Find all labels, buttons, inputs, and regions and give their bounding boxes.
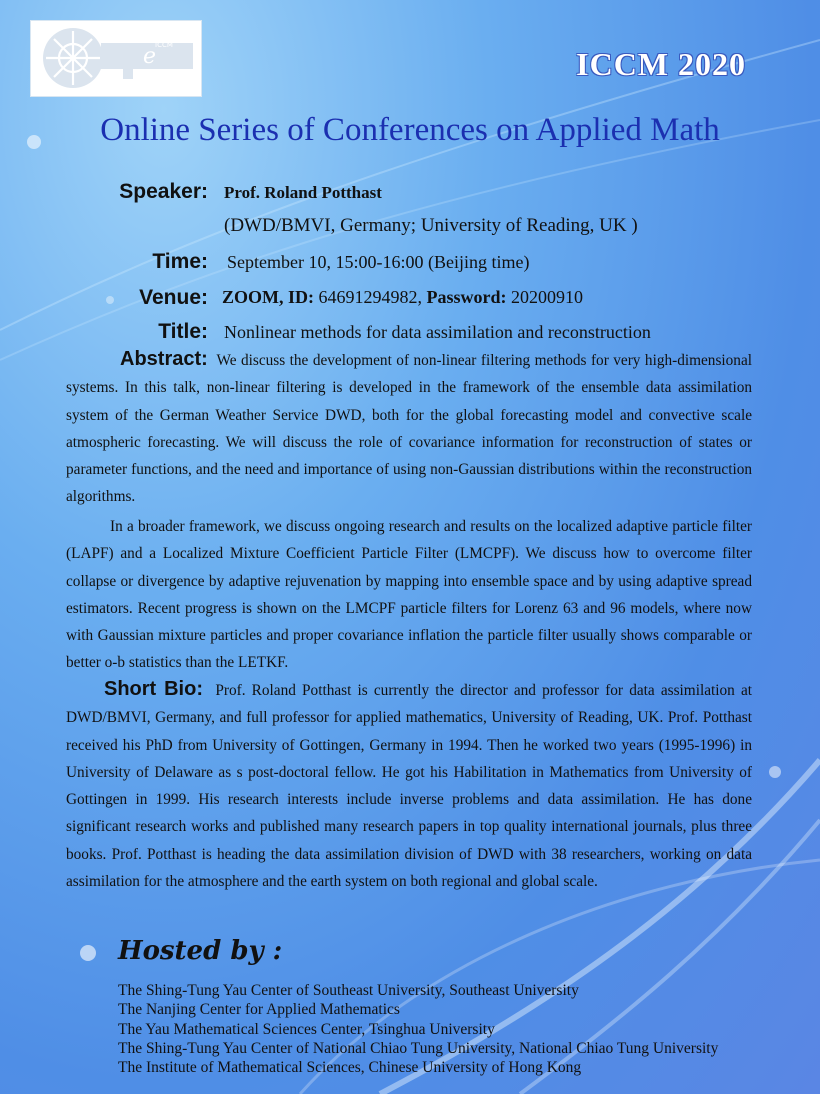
speaker-name: Prof. Roland Potthast bbox=[224, 183, 382, 202]
host-item: The Shing-Tung Yau Center of Southeast University, Southeast University bbox=[118, 982, 579, 999]
iccm-logo bbox=[30, 20, 202, 97]
host-item: The Shing-Tung Yau Center of National Chiao Tung University, National Chiao Tung University bbox=[118, 1039, 719, 1057]
venue-zoom: ZOOM, bbox=[222, 287, 284, 307]
abstract-paragraph-2: In a broader framework, we discuss ongoing research and results on the localized adaptive particle filter (LAPF) and a Localized Mixture Coefficient Particle Filter (LMCPF). We discuss how to overcome filter collapse or divergence by adaptive rejuvenation by mapping into ensemble space and by using adaptive spread estimators. Recent progress is shown on the LMCPF particle filters for Lorenz 63 and 96 models, where now with Gaussian mixture particles and proper covariance inflation the particle filter usually shows comparable or better o-b statistics than the LETKF. bbox=[66, 518, 752, 672]
host-item: The Institute of Mathematical Sciences, Chinese University of Hong Kong bbox=[118, 1059, 582, 1077]
host-item: The Yau Mathematical Sciences Center, Tsinghua University bbox=[118, 1020, 495, 1038]
page-title: Online Series of Conferences on Applied Math bbox=[100, 112, 720, 148]
bio-label: Short Bio: bbox=[104, 678, 203, 700]
venue-label: Venue: bbox=[139, 286, 208, 309]
venue-id-label: ID: bbox=[288, 287, 314, 307]
hosted-heading: Hosted by : bbox=[118, 936, 283, 966]
host-item: The Nanjing Center for Applied Mathematics bbox=[118, 1001, 400, 1019]
speaker-label: Speaker: bbox=[119, 180, 208, 203]
abstract-text-1: We discuss the development of non-linear filtering methods for very high-dimensional systems. In this talk, non-linear filtering is developed in the framework of the ensemble data assimilation system of the German Weather Service DWD, both for the global forecasting model and convective scale atmospheric forecasting. We will discuss the role of covariance information for reconstruction of states or parameter functions, and the need and importance of using non-Gaussian distributions within the reconstruction algorithms. bbox=[66, 352, 752, 506]
time-label: Time: bbox=[152, 250, 208, 273]
bio-text: Prof. Roland Potthast is currently the director and professor for data assimilation at DWD/BMVI, Germany, and full professor for applied mathematics, University of Reading, UK. Prof. Potthast received his PhD from University of Gottingen, Germany in 1994. Then he worked two years (1995-1996) in University of Delaware as s post-doctoral fellow. He got his Habilitation in Mathematics from University of Gottingen in 1999. His research interests include inverse problems and data assimilation. He has done significant research works and published many research papers in top quality international journals, plus three books. Prof. Potthast is heading the data assimilation division of DWD with 38 researchers, working on data assimilation for the atmosphere and the earth system on both regional and global scale. bbox=[66, 682, 752, 891]
speaker-affiliation: (DWD/BMVI, Germany; University of Reading, UK ) bbox=[224, 215, 638, 236]
svg-text:ICCM: ICCM bbox=[155, 41, 173, 49]
talk-title: Nonlinear methods for data assimilation and reconstruction bbox=[224, 322, 651, 342]
bio-paragraph bbox=[66, 676, 752, 895]
abstract-paragraph-1 bbox=[66, 346, 752, 511]
host-list bbox=[118, 981, 718, 1077]
venue-password: 20200910 bbox=[511, 287, 583, 307]
event-badge: ICCM 2020 bbox=[576, 46, 746, 82]
abstract-label: Abstract: bbox=[120, 348, 208, 370]
venue-id: 64691294982, bbox=[318, 287, 422, 307]
time-value: September 10, 15:00-16:00 (Beijing time) bbox=[227, 252, 530, 272]
svg-text:e: e bbox=[143, 44, 157, 69]
talk-title-label: Title: bbox=[158, 320, 208, 343]
venue-password-label: Password: bbox=[426, 287, 507, 307]
venue-value bbox=[222, 287, 583, 308]
